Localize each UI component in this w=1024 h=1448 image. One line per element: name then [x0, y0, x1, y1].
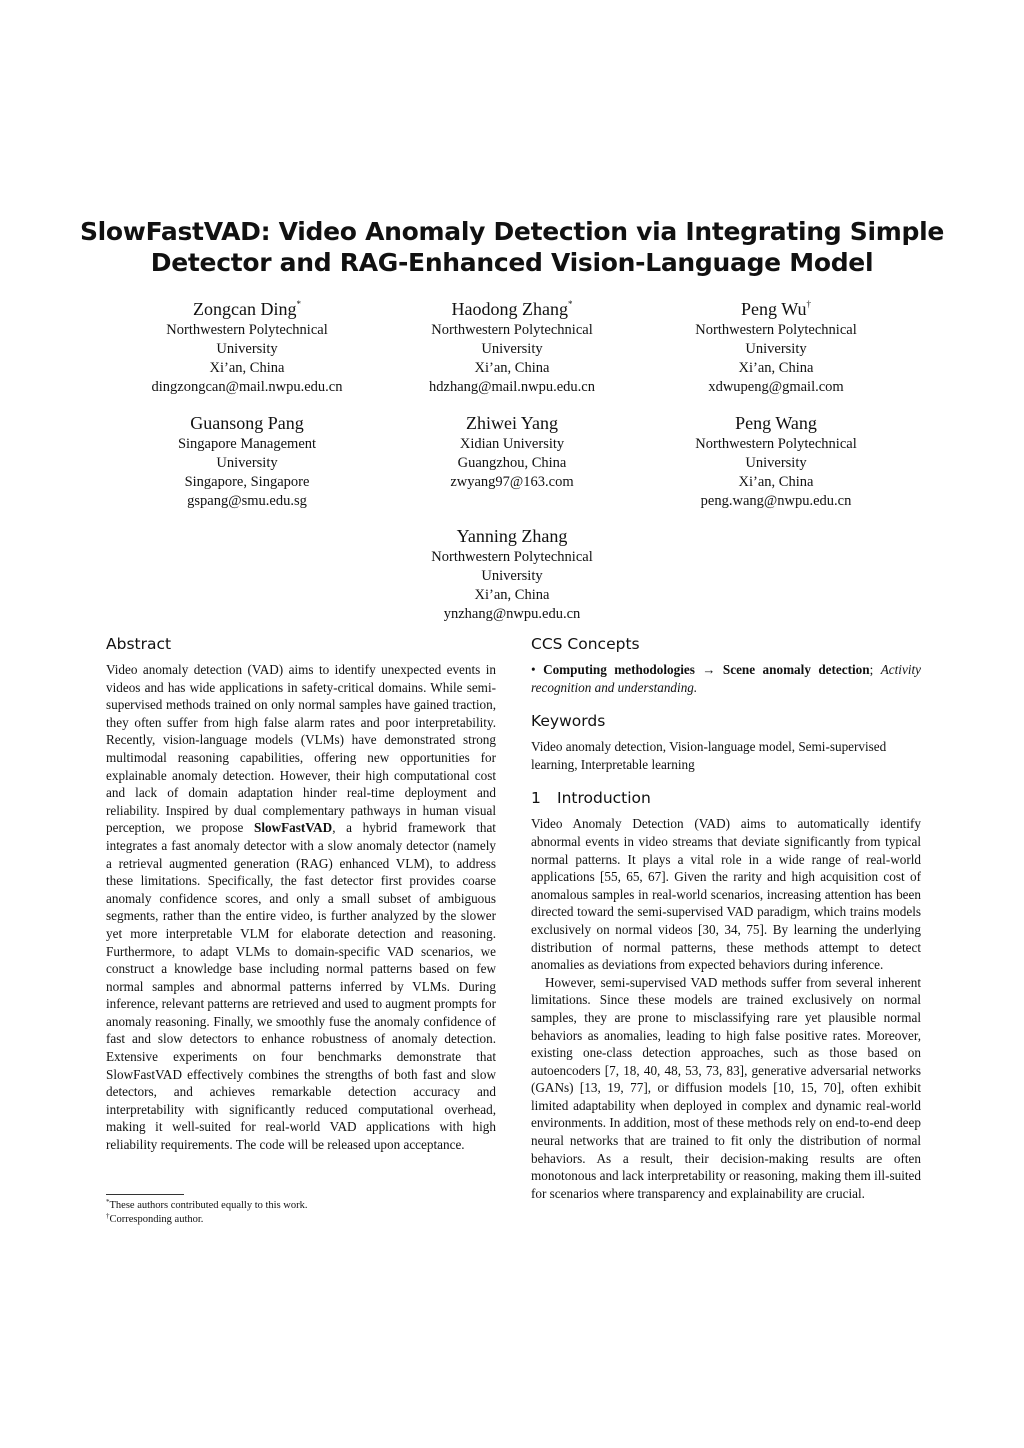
author-block [377, 524, 647, 624]
author-name: Haodong Zhang* [451, 299, 573, 319]
footnote-mark: † [106, 1212, 110, 1220]
author-email: ynzhang@nwpu.edu.cn [443, 606, 581, 622]
footnotes [106, 1194, 496, 1227]
author-block [377, 297, 647, 397]
author-block [112, 411, 382, 511]
title-line-2: Detector and RAG-Enhanced Vision-Language Model [150, 248, 874, 277]
author-email: xdwupeng@gmail.com [708, 379, 844, 395]
ccs-separator: ; [869, 662, 874, 677]
author-name: Zongcan Ding* [193, 299, 301, 319]
introduction-paragraph-2: However, semi-supervised VAD methods suffer from several inherent limitations. Since these models are trained exclusively on normal samples, they are prone to misclassifying rare yet plausible normal behaviors as anomalies, leading to high false positive rates. Moreover, existing one-class detection approaches, such as those based on autoencoders [7, 18, 40, 48, 53, 73, 83], generative adversarial networks (GANs) [13, 19, 77], or diffusion models [10, 15, 70], often exhibit limited adaptability when deployed in complex and dynamic real-world environments. In addition, most of these methods rely on end-to-end deep neural networks that are trained to fit only the distribution of normal behaviors. As a result, their decision-making results are often monotonous and lack interpretability or reasoning, making them ill-suited for scenarios where transparency and explainability are crucial. [531, 974, 921, 1201]
equal-contribution-mark: * [296, 299, 301, 309]
author-affiliation: Northwestern Polytechnical [166, 322, 328, 338]
right-column [531, 633, 921, 1202]
author-affiliation: University [745, 341, 807, 357]
paper-title [60, 216, 964, 278]
author-name: Yanning Zhang [456, 526, 568, 546]
author-affiliation: Northwestern Polytechnical [695, 322, 857, 338]
introduction-paragraph-1: Video Anomaly Detection (VAD) aims to automatically identify abnormal events in video streams that deviate significantly from typical normal patterns. It plays a vital role in a wide range of real-world applications [55, 65, 67]. Given the rarity and high acquisition cost of anomalous samples in real-world scenarios, increasing attention has been directed toward the semi-supervised VAD paradigm, which trains models exclusively on normal videos [30, 34, 75]. By learning the underlying distribution of normal patterns, these methods attempt to detect anomalies as deviations from expected behaviors during inference. [531, 816, 921, 973]
abstract-text-part: , a hybrid framework that integrates a fast anomaly detector with a slow anomaly detector (namely a retrieval augmented generation (RAG) enhanced VLM), to address these limitations. Specifically, the fast detector first provides coarse anomaly confidence scores, and only a small subset of ambiguous segments, rather than the entire video, is further analyzed by the slower yet more interpretable VLM for elaborate detection and reasoning. Furthermore, to adapt VLMs to domain-specific VAD scenarios, we construct a knowledge base including normal patterns based on few normal samples and abnormal patterns inferred by VLMs. During inference, relevant patterns are retrieved and used to augment prompts for anomaly reasoning. Finally, we smoothly fuse the anomaly confidence of fast and slow detectors to enhance robustness of anomaly detection. Extensive experiments on four benchmarks demonstrate that SlowFastVAD effectively combines the strengths of both fast and slow detectors, and achieves remarkable detection accuracy and interpretability with significantly reduced computational overhead, making it well-suited for real-world VAD applications with high reliability requirements. The code will be released upon acceptance. [106, 820, 496, 1153]
author-block [112, 297, 382, 397]
footnote [106, 1199, 496, 1213]
abstract-text [106, 661, 496, 1154]
author-name: Guansong Pang [190, 413, 304, 433]
section-number: 1 [531, 789, 541, 808]
author-location: Xi’an, China [738, 360, 814, 376]
footnote-mark: * [106, 1198, 110, 1206]
ccs-primary-concept: Computing methodologies → Scene anomaly detection [543, 662, 870, 677]
author-name: Peng Wang [735, 413, 817, 433]
introduction-heading [531, 787, 921, 809]
author-email: hdzhang@mail.nwpu.edu.cn [429, 379, 595, 395]
author-affiliation: University [481, 341, 543, 357]
ccs-heading: CCS Concepts [531, 635, 640, 653]
author-email: zwyang97@163.com [450, 474, 574, 490]
equal-contribution-mark: * [567, 299, 573, 309]
author-email: peng.wang@nwpu.edu.cn [700, 493, 852, 509]
corresponding-author-mark: † [806, 299, 811, 309]
author-affiliation: Xidian University [459, 436, 565, 452]
author-block [641, 297, 911, 397]
author-affiliation: University [745, 455, 807, 471]
footnote-text: Corresponding author. [109, 1214, 204, 1225]
author-affiliation: Northwestern Polytechnical [431, 549, 593, 565]
abstract-section [106, 633, 496, 1154]
footnote-text: These authors contributed equally to this work. [109, 1200, 308, 1211]
footnote-rule [106, 1194, 184, 1195]
ccs-secondary-concept: Activity recognition and understanding. [531, 662, 922, 695]
footnote [106, 1213, 496, 1227]
section-title: Introduction [557, 789, 651, 808]
title-line-1: SlowFastVAD: Video Anomaly Detection via Integrating Simple [79, 217, 945, 246]
author-email: gspang@smu.edu.sg [187, 493, 307, 509]
abstract-text-part: Video anomaly detection (VAD) aims to identify unexpected events in videos and has wide applications in safety-critical domains. While semi-supervised methods trained on only normal samples have gained traction, they often suffer from high false alarm rates and poor interpretability. Recently, vision-language models (VLMs) have demonstrated strong multimodal reasoning capabilities, offering new opportunities for explainable anomaly detection. However, their high computational cost and lack of domain adaptation hinder real-time deployment and reliability. Inspired by dual complementary pathways in human visual perception, we propose [106, 662, 496, 836]
author-location: Xi’an, China [738, 474, 814, 490]
author-block [641, 411, 911, 511]
author-location: Singapore, Singapore [184, 474, 310, 490]
author-affiliation: University [216, 455, 278, 471]
author-name: Zhiwei Yang [465, 413, 558, 433]
author-location: Xi’an, China [474, 360, 550, 376]
author-block [377, 411, 647, 492]
author-location: Guangzhou, China [457, 455, 567, 471]
author-location: Xi’an, China [474, 587, 550, 603]
author-affiliation: Northwestern Polytechnical [431, 322, 593, 338]
author-affiliation: University [216, 341, 278, 357]
keywords-text: Video anomaly detection, Vision-language model, Semi-supervised learning, Interpretable learning [531, 739, 887, 772]
author-affiliation: Northwestern Polytechnical [695, 436, 857, 452]
author-affiliation: University [481, 568, 543, 584]
method-name: SlowFastVAD [254, 820, 333, 836]
ccs-bullet: • [531, 662, 536, 677]
author-name: Peng Wu† [741, 299, 811, 319]
author-email: dingzongcan@mail.nwpu.edu.cn [151, 379, 343, 395]
author-location: Xi’an, China [209, 360, 285, 376]
keywords-heading: Keywords [531, 712, 606, 731]
author-affiliation: Singapore Management [177, 436, 317, 452]
ccs-concepts [531, 661, 921, 696]
abstract-heading: Abstract [106, 635, 172, 653]
